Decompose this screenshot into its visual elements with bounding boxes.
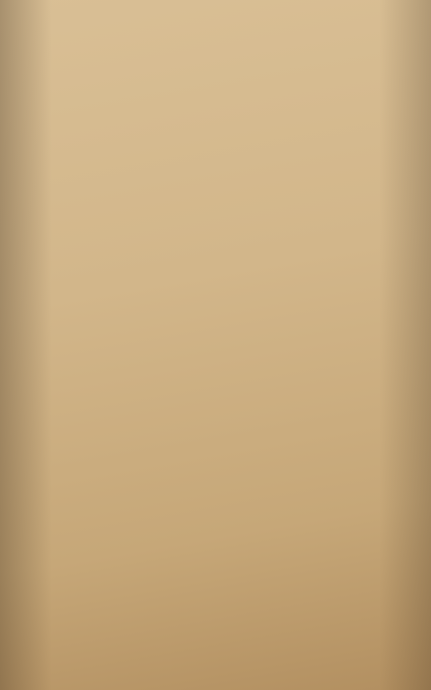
table-of-contents: [60, 38, 430, 56]
